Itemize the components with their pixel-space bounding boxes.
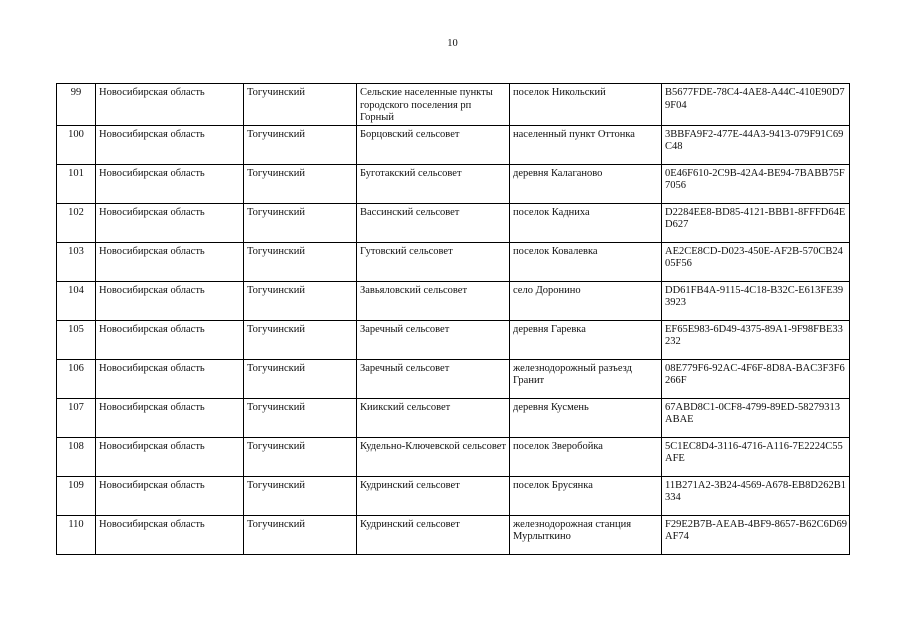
table-body <box>57 84 850 555</box>
region-cell: Новосибирская область <box>96 515 244 554</box>
row-number-cell: 105 <box>57 320 96 359</box>
municipality-cell: Сельские населенные пункты городского поселения рп Горный <box>357 84 510 126</box>
district-cell: Тогучинский <box>244 359 357 398</box>
row-number-cell: 99 <box>57 84 96 126</box>
district-cell: Тогучинский <box>244 125 357 164</box>
district-cell: Тогучинский <box>244 164 357 203</box>
district-cell: Тогучинский <box>244 398 357 437</box>
district-cell: Тогучинский <box>244 242 357 281</box>
municipality-cell: Гутовский сельсовет <box>357 242 510 281</box>
settlement-cell: деревня Калаганово <box>510 164 662 203</box>
table-row <box>57 125 850 164</box>
table-row <box>57 515 850 554</box>
guid-cell: 67ABD8C1-0CF8-4799-89ED-58279313ABAE <box>662 398 850 437</box>
municipality-cell: Вассинский сельсовет <box>357 203 510 242</box>
region-cell: Новосибирская область <box>96 281 244 320</box>
municipality-cell: Кудринский сельсовет <box>357 515 510 554</box>
municipality-cell: Буготакский сельсовет <box>357 164 510 203</box>
row-number-cell: 101 <box>57 164 96 203</box>
row-number-cell: 100 <box>57 125 96 164</box>
settlement-cell: населенный пункт Оттонка <box>510 125 662 164</box>
region-cell: Новосибирская область <box>96 203 244 242</box>
guid-cell: AE2CE8CD-D023-450E-AF2B-570CB2405F56 <box>662 242 850 281</box>
row-number-cell: 109 <box>57 476 96 515</box>
settlement-cell: железнодорожная станция Мурлыткино <box>510 515 662 554</box>
guid-cell: 11B271A2-3B24-4569-A678-EB8D262B1334 <box>662 476 850 515</box>
guid-cell: EF65E983-6D49-4375-89A1-9F98FBE33232 <box>662 320 850 359</box>
municipality-cell: Кудринский сельсовет <box>357 476 510 515</box>
table-row <box>57 437 850 476</box>
row-number-cell: 108 <box>57 437 96 476</box>
district-cell: Тогучинский <box>244 515 357 554</box>
settlement-cell: поселок Брусянка <box>510 476 662 515</box>
district-cell: Тогучинский <box>244 84 357 126</box>
row-number-cell: 104 <box>57 281 96 320</box>
region-cell: Новосибирская область <box>96 84 244 126</box>
district-cell: Тогучинский <box>244 476 357 515</box>
table-row <box>57 242 850 281</box>
municipality-cell: Заречный сельсовет <box>357 359 510 398</box>
municipality-cell: Киикский сельсовет <box>357 398 510 437</box>
municipality-cell: Завьяловский сельсовет <box>357 281 510 320</box>
guid-cell: 0E46F610-2C9B-42A4-BE94-7BABB75F7056 <box>662 164 850 203</box>
region-cell: Новосибирская область <box>96 164 244 203</box>
municipality-cell: Заречный сельсовет <box>357 320 510 359</box>
row-number-cell: 110 <box>57 515 96 554</box>
table-row <box>57 320 850 359</box>
district-cell: Тогучинский <box>244 320 357 359</box>
table-row <box>57 476 850 515</box>
region-cell: Новосибирская область <box>96 398 244 437</box>
region-cell: Новосибирская область <box>96 125 244 164</box>
settlement-cell: поселок Ковалевка <box>510 242 662 281</box>
settlement-cell: поселок Никольский <box>510 84 662 126</box>
row-number-cell: 106 <box>57 359 96 398</box>
region-cell: Новосибирская область <box>96 242 244 281</box>
region-cell: Новосибирская область <box>96 476 244 515</box>
table-row <box>57 281 850 320</box>
settlement-cell: село Доронино <box>510 281 662 320</box>
row-number-cell: 102 <box>57 203 96 242</box>
region-cell: Новосибирская область <box>96 437 244 476</box>
guid-cell: DD61FB4A-9115-4C18-B32C-E613FE393923 <box>662 281 850 320</box>
region-cell: Новосибирская область <box>96 359 244 398</box>
page-number: 10 <box>447 38 458 49</box>
row-number-cell: 107 <box>57 398 96 437</box>
guid-cell: D2284EE8-BD85-4121-BBB1-8FFFD64ED627 <box>662 203 850 242</box>
settlement-cell: деревня Кусмень <box>510 398 662 437</box>
settlement-cell: поселок Зверобойка <box>510 437 662 476</box>
guid-cell: F29E2B7B-AEAB-4BF9-8657-B62C6D69AF74 <box>662 515 850 554</box>
table-row <box>57 398 850 437</box>
guid-cell: 3BBFA9F2-477E-44A3-9413-079F91C69C48 <box>662 125 850 164</box>
row-number-cell: 103 <box>57 242 96 281</box>
table-row <box>57 359 850 398</box>
settlement-cell: поселок Кадниха <box>510 203 662 242</box>
municipality-cell: Борцовский сельсовет <box>357 125 510 164</box>
table-row <box>57 164 850 203</box>
table-row <box>57 203 850 242</box>
settlement-cell: железнодорожный разъезд Гранит <box>510 359 662 398</box>
municipality-cell: Кудельно-Ключевской сельсовет <box>357 437 510 476</box>
settlements-table <box>56 83 850 555</box>
region-cell: Новосибирская область <box>96 320 244 359</box>
guid-cell: 08E779F6-92AC-4F6F-8D8A-BAC3F3F6266F <box>662 359 850 398</box>
guid-cell: 5C1EC8D4-3116-4716-A116-7E2224C55AFE <box>662 437 850 476</box>
district-cell: Тогучинский <box>244 281 357 320</box>
table-row <box>57 84 850 126</box>
district-cell: Тогучинский <box>244 437 357 476</box>
district-cell: Тогучинский <box>244 203 357 242</box>
guid-cell: B5677FDE-78C4-4AE8-A44C-410E90D79F04 <box>662 84 850 126</box>
settlement-cell: деревня Гаревка <box>510 320 662 359</box>
